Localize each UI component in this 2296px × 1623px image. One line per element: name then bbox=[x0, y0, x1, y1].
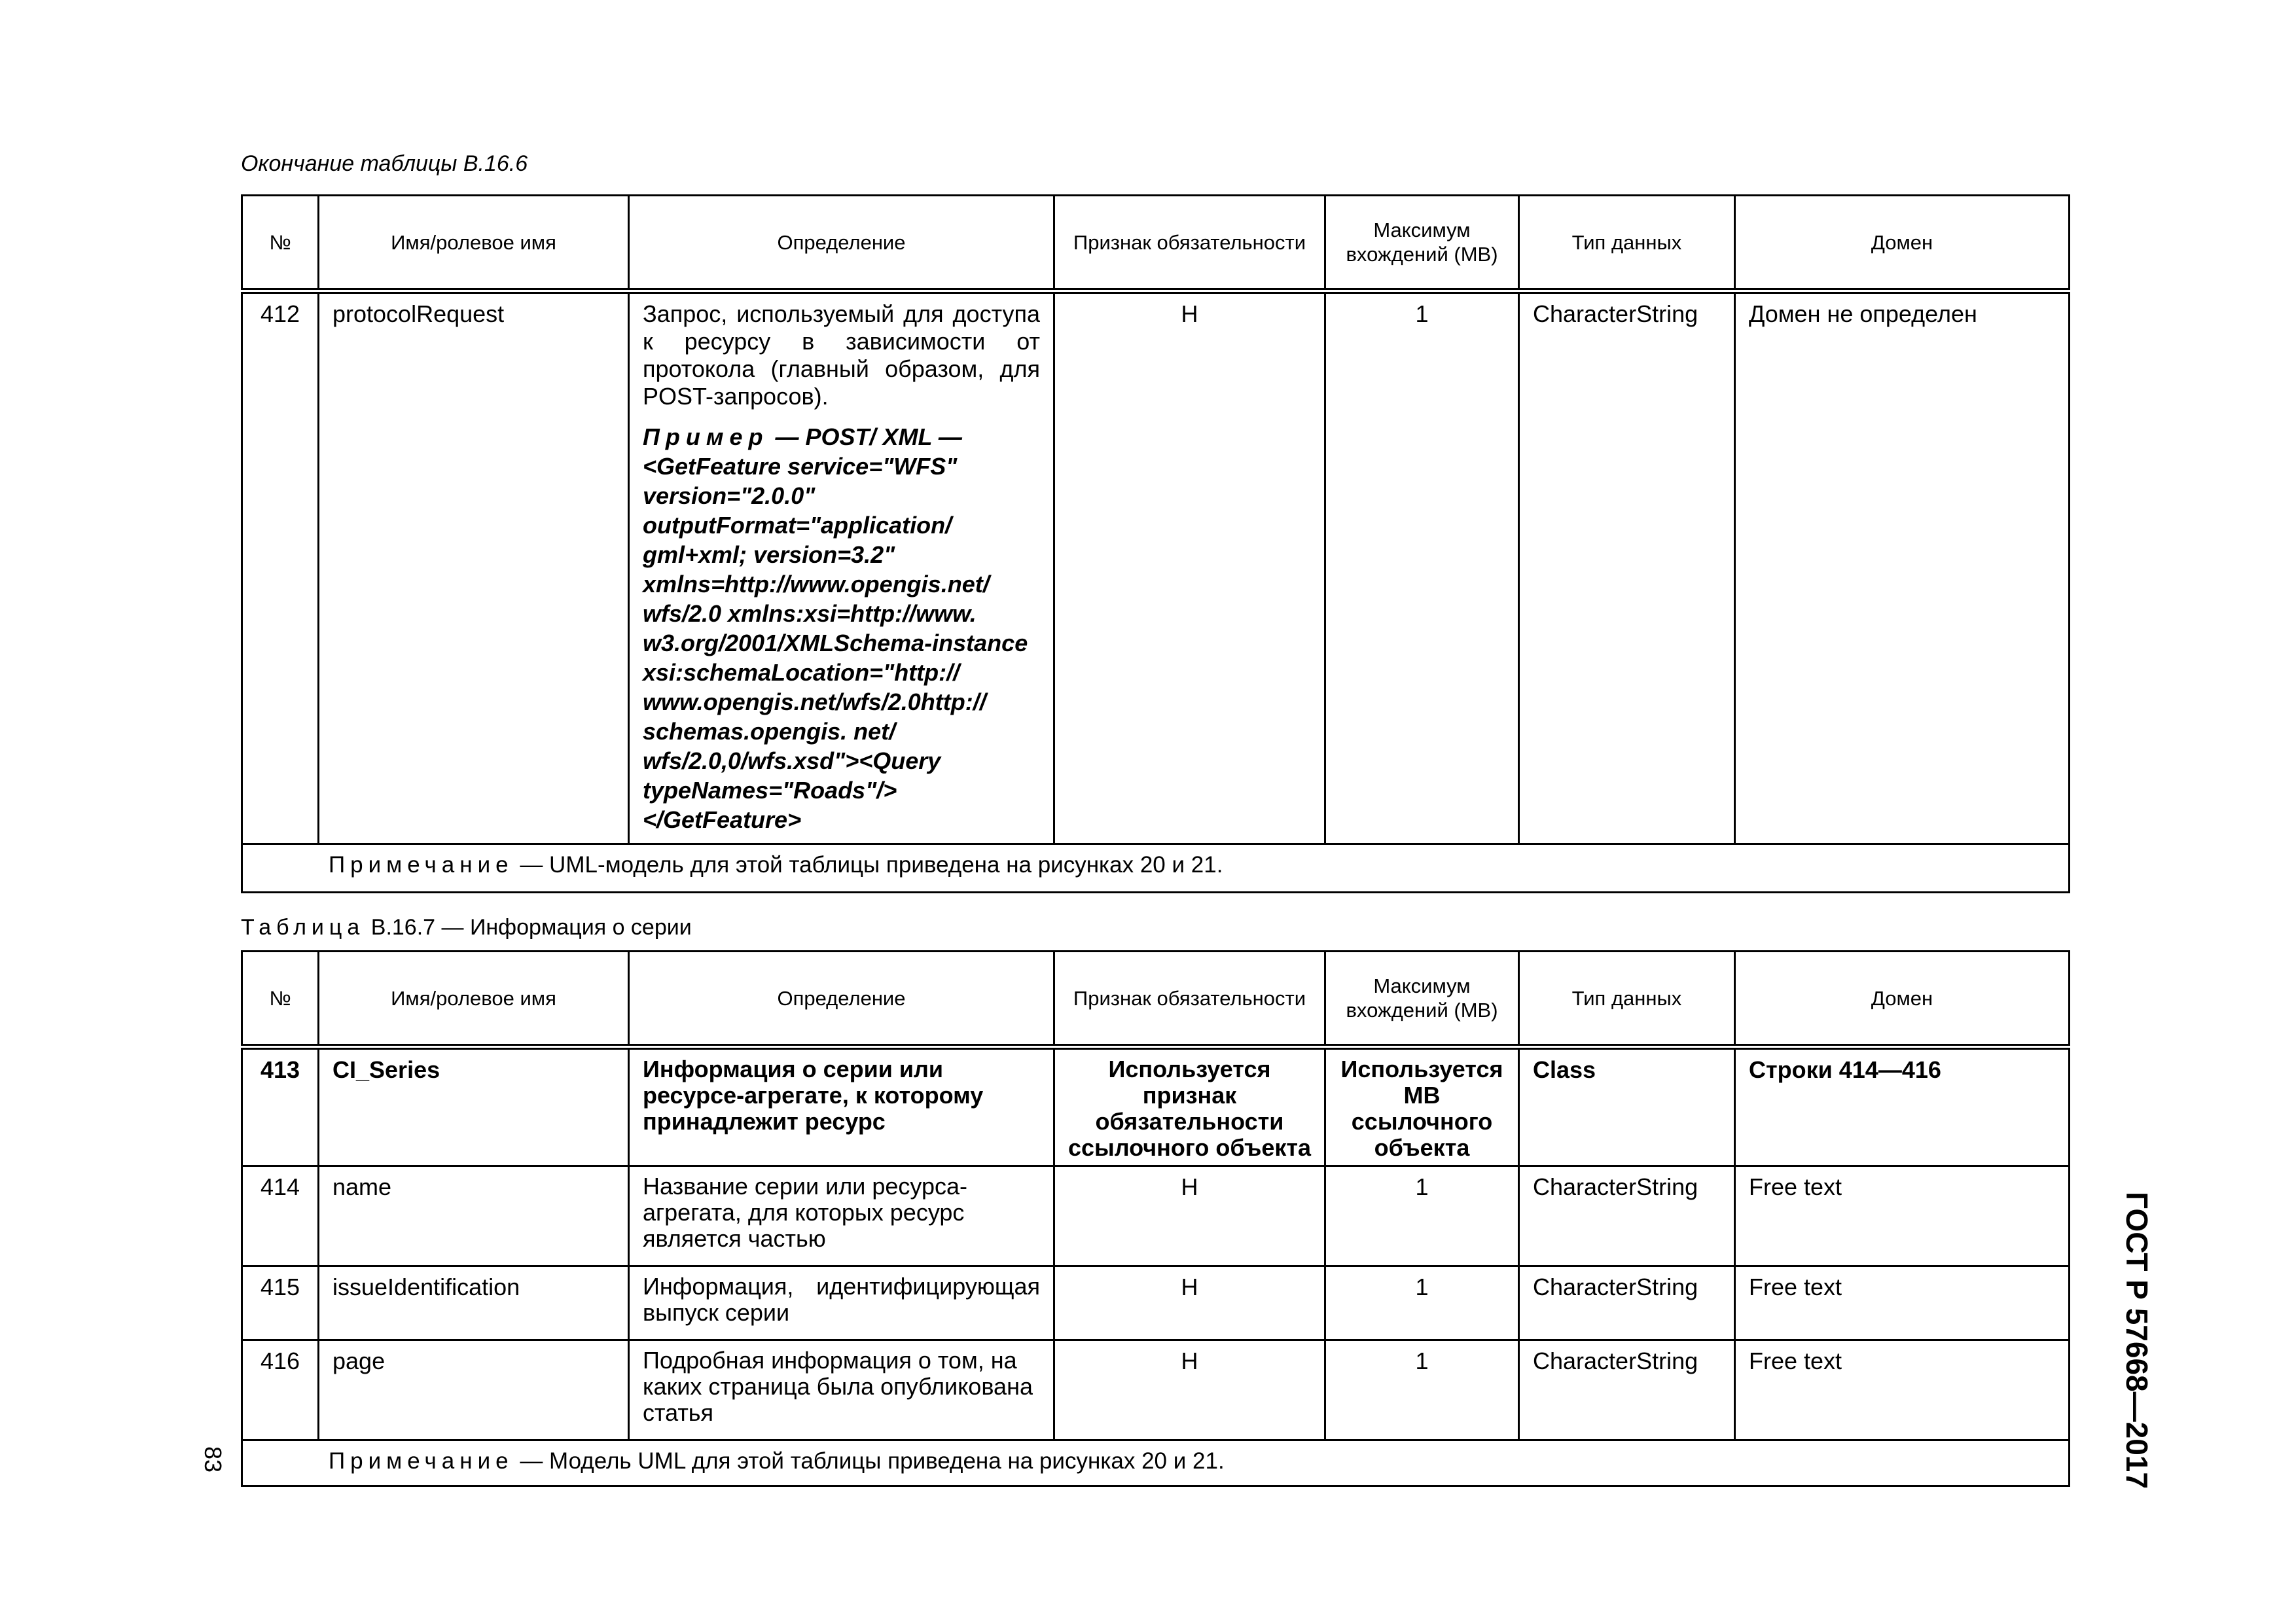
cell-type: CharacterString bbox=[1519, 1166, 1735, 1266]
cell-max: 1 bbox=[1325, 1166, 1519, 1266]
table-b16-6 bbox=[241, 194, 2070, 893]
cell-definition: Информация о серии или ресурсе-агрегате, к которому принадлежит ресурс bbox=[629, 1047, 1054, 1166]
table-continuation-caption: Окончание таблицы B.16.6 bbox=[241, 151, 528, 176]
cell-obligation: Н bbox=[1054, 1266, 1325, 1340]
cell-max: 1 bbox=[1325, 1266, 1519, 1340]
header-type: Тип данных bbox=[1519, 952, 1735, 1047]
table-note bbox=[242, 844, 2070, 893]
header-name: Имя/ролевое имя bbox=[319, 196, 629, 291]
example-text bbox=[643, 422, 1040, 834]
document-title: ГОСТ Р 57668—2017 bbox=[2120, 1192, 2154, 1489]
cell-type: Class bbox=[1519, 1047, 1735, 1166]
table-row bbox=[242, 1166, 2070, 1266]
cell-type: CharacterString bbox=[1519, 291, 1735, 844]
table-row bbox=[242, 1340, 2070, 1440]
note-label: Примечание bbox=[329, 1448, 514, 1474]
cell-name: name bbox=[319, 1166, 629, 1266]
cell-definition: Подробная информация о том, на каких страница была опубликована статья bbox=[629, 1340, 1054, 1440]
note-text: — UML-модель для этой таблицы приведена на рисунках 20 и 21. bbox=[513, 852, 1223, 878]
cell-num: 414 bbox=[242, 1166, 319, 1266]
table-header-row bbox=[242, 196, 2070, 291]
table-row bbox=[242, 1047, 2070, 1166]
header-obligation: Признак обязательности bbox=[1054, 952, 1325, 1047]
table-caption bbox=[241, 914, 692, 940]
header-domain: Домен bbox=[1735, 952, 2070, 1047]
cell-name: issueIdentification bbox=[319, 1266, 629, 1340]
caption-text: B.16.7 — Информация о серии bbox=[370, 915, 692, 940]
cell-name: CI_Series bbox=[319, 1047, 629, 1166]
table-note-row bbox=[242, 1440, 2070, 1486]
cell-num: 412 bbox=[242, 291, 319, 844]
header-definition: Определение bbox=[629, 196, 1054, 291]
cell-num: 416 bbox=[242, 1340, 319, 1440]
table-header-row bbox=[242, 952, 2070, 1047]
cell-obligation: Используется признак обязательности ссылочного объекта bbox=[1054, 1047, 1325, 1166]
cell-obligation: Н bbox=[1054, 1166, 1325, 1266]
table-row bbox=[242, 291, 2070, 844]
cell-num: 413 bbox=[242, 1047, 319, 1166]
note-label: Примечание bbox=[329, 852, 514, 878]
header-obligation: Признак обязательности bbox=[1054, 196, 1325, 291]
table-note-row bbox=[242, 844, 2070, 893]
header-domain: Домен bbox=[1735, 196, 2070, 291]
caption-prefix: Таблица bbox=[241, 915, 365, 940]
header-definition: Определение bbox=[629, 952, 1054, 1047]
definition-text: Запрос, используемый для доступа к ресурсу в зависимости от протокола (главный образом, для POST-запросов). bbox=[643, 300, 1040, 410]
cell-num: 415 bbox=[242, 1266, 319, 1340]
example-label: Пример bbox=[643, 423, 769, 450]
cell-obligation: Н bbox=[1054, 291, 1325, 844]
header-max: Максимум вхождений (МВ) bbox=[1325, 952, 1519, 1047]
page-number-vertical bbox=[196, 1440, 229, 1479]
header-name: Имя/ролевое имя bbox=[319, 952, 629, 1047]
table-note bbox=[242, 1440, 2070, 1486]
cell-domain: Free text bbox=[1735, 1340, 2070, 1440]
cell-max: 1 bbox=[1325, 291, 1519, 844]
document-title-vertical bbox=[2108, 1192, 2166, 1489]
cell-domain: Строки 414—416 bbox=[1735, 1047, 2070, 1166]
page-number: 83 bbox=[200, 1446, 226, 1473]
cell-definition: Информация, идентифицирующая выпуск серии bbox=[629, 1266, 1054, 1340]
cell-domain: Free text bbox=[1735, 1166, 2070, 1266]
cell-obligation: Н bbox=[1054, 1340, 1325, 1440]
cell-definition: Название серии или ресурса-агрегата, для которых ресурс является частью bbox=[629, 1166, 1054, 1266]
cell-type: CharacterString bbox=[1519, 1266, 1735, 1340]
cell-max: Используется МВ ссылочного объекта bbox=[1325, 1047, 1519, 1166]
cell-name: page bbox=[319, 1340, 629, 1440]
cell-max: 1 bbox=[1325, 1340, 1519, 1440]
cell-domain: Домен не определен bbox=[1735, 291, 2070, 844]
table-row bbox=[242, 1266, 2070, 1340]
header-type: Тип данных bbox=[1519, 196, 1735, 291]
cell-definition bbox=[629, 291, 1054, 844]
example-body: — POST/ XML — <GetFeature service="WFS" version="2.0.0" outputFormat="application/ gml+xml; version=3.2" xmlns=http://www.opengis.net/ wfs/2.0 xmlns:xsi=http://www. w3.org/2001/XMLSchema-instance xsi:schemaLocation="http:// www.opengis.net/wfs/2.0http:// schemas.opengis. net/ wfs/2.0,0/wfs.xsd"><Query typeNames="Roads"/> </GetFeature> bbox=[643, 423, 1028, 833]
cell-name: protocolRequest bbox=[319, 291, 629, 844]
header-num: № bbox=[242, 196, 319, 291]
header-num: № bbox=[242, 952, 319, 1047]
note-text: — Модель UML для этой таблицы приведена на рисунках 20 и 21. bbox=[513, 1448, 1225, 1474]
table-b16-7 bbox=[241, 950, 2070, 1487]
cell-domain: Free text bbox=[1735, 1266, 2070, 1340]
cell-type: CharacterString bbox=[1519, 1340, 1735, 1440]
header-max: Максимум вхождений (МВ) bbox=[1325, 196, 1519, 291]
